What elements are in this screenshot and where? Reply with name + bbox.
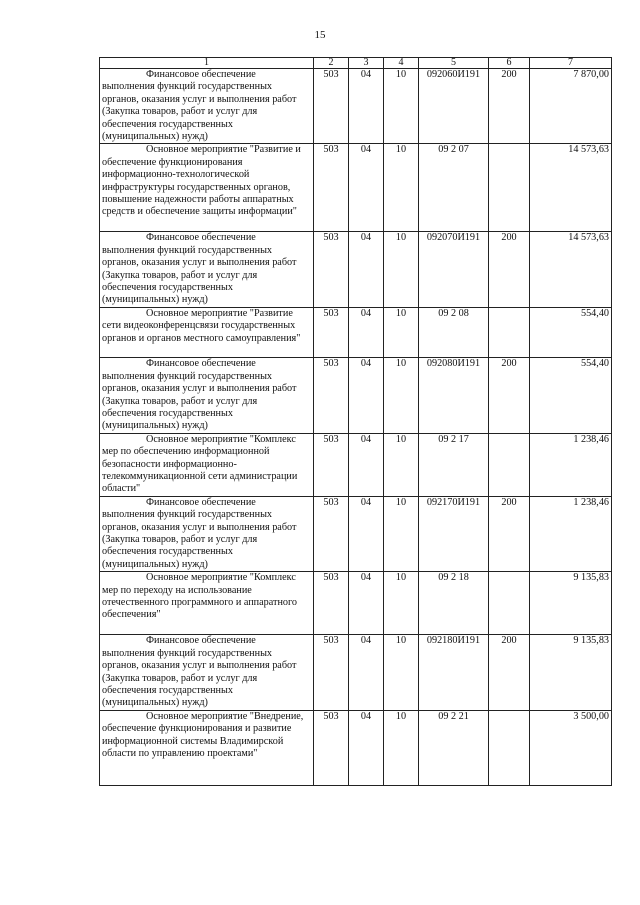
target-article-cell: 092070И191 — [419, 232, 489, 307]
row-name-line: мер по переходу на использование — [102, 584, 252, 596]
ministry-code-cell: 503 — [314, 433, 349, 496]
section-code-cell: 04 — [349, 572, 384, 635]
row-name-line: области" — [102, 483, 141, 495]
row-name-line: обеспечение функционирования и развитие — [102, 723, 292, 735]
row-name-line: органов, оказания услуг и выполнения работ — [102, 93, 297, 105]
row-name-cell — [100, 69, 314, 144]
ministry-code-cell: 503 — [314, 69, 349, 144]
amount-cell: 1 238,46 — [530, 433, 612, 496]
page-number: 15 — [314, 29, 326, 41]
row-name-line: Финансовое обеспечение — [146, 496, 256, 508]
row-name-line: (муниципальных) нужд) — [102, 697, 208, 709]
table-row — [100, 69, 612, 144]
row-name-line: мер по обеспечению информационной — [102, 446, 270, 458]
header-col-6: 6 — [489, 58, 530, 69]
section-code-cell: 04 — [349, 710, 384, 785]
header-col-2: 2 — [314, 58, 349, 69]
row-name-line: (муниципальных) нужд) — [102, 294, 208, 306]
row-name-cell — [100, 358, 314, 433]
header-col-5: 5 — [419, 58, 489, 69]
row-name-line: Основное мероприятие "Внедрение, — [146, 710, 304, 722]
section-code-cell: 04 — [349, 433, 384, 496]
table-row — [100, 572, 612, 635]
row-name-line: (муниципальных) нужд) — [102, 558, 208, 570]
subsection-code-cell: 10 — [384, 572, 419, 635]
amount-cell: 9 135,83 — [530, 635, 612, 710]
row-name-line: (муниципальных) нужд) — [102, 131, 208, 143]
row-name-line: Финансовое обеспечение — [146, 232, 256, 244]
row-name-cell — [100, 710, 314, 785]
amount-cell: 3 500,00 — [530, 710, 612, 785]
budget-table — [99, 57, 612, 786]
row-name-line: органов, оказания услуг и выполнения работ — [102, 383, 297, 395]
expense-type-cell — [489, 710, 530, 785]
row-name-line: обеспечения" — [102, 609, 161, 621]
row-name-line: (Закупка товаров, работ и услуг для — [102, 269, 258, 281]
row-name-cell — [100, 144, 314, 232]
table-row — [100, 358, 612, 433]
target-article-cell: 092060И191 — [419, 69, 489, 144]
target-article-cell: 09 2 21 — [419, 710, 489, 785]
row-name-cell — [100, 635, 314, 710]
ministry-code-cell: 503 — [314, 232, 349, 307]
section-code-cell: 04 — [349, 144, 384, 232]
row-name-cell — [100, 433, 314, 496]
row-name-line: отечественного программного и аппаратного — [102, 597, 298, 609]
row-name-cell — [100, 496, 314, 571]
table-row — [100, 144, 612, 232]
row-name-line: (Закупка товаров, работ и услуг для — [102, 106, 258, 118]
row-name-line: Основное мероприятие "Развитие и — [146, 144, 301, 156]
row-name-line: обеспечения государственных — [102, 281, 233, 293]
expense-type-cell — [489, 433, 530, 496]
row-name-line: безопасности информационно- — [102, 458, 237, 470]
amount-cell: 554,40 — [530, 358, 612, 433]
target-article-cell: 092080И191 — [419, 358, 489, 433]
table-row — [100, 433, 612, 496]
row-name-line: информационной системы Владимирской — [102, 735, 284, 747]
section-code-cell: 04 — [349, 358, 384, 433]
ministry-code-cell: 503 — [314, 496, 349, 571]
ministry-code-cell: 503 — [314, 144, 349, 232]
section-code-cell: 04 — [349, 232, 384, 307]
row-name-line: средств и обеспечение защиты информации" — [102, 206, 297, 218]
row-name-line: Основное мероприятие "Комплекс — [146, 433, 296, 445]
subsection-code-cell: 10 — [384, 307, 419, 358]
ministry-code-cell: 503 — [314, 572, 349, 635]
expense-type-cell: 200 — [489, 635, 530, 710]
row-name-line: обеспечения государственных — [102, 546, 233, 558]
row-name-cell — [100, 232, 314, 307]
row-name-line: (Закупка товаров, работ и услуг для — [102, 395, 258, 407]
target-article-cell: 092170И191 — [419, 496, 489, 571]
row-name-line: (Закупка товаров, работ и услуг для — [102, 672, 258, 684]
row-name-line: Основное мероприятие "Комплекс — [146, 572, 296, 584]
row-name-line: выполнения функций государственных — [102, 509, 273, 521]
subsection-code-cell: 10 — [384, 635, 419, 710]
ministry-code-cell: 503 — [314, 307, 349, 358]
expense-type-cell: 200 — [489, 232, 530, 307]
expense-type-cell — [489, 144, 530, 232]
expense-type-cell: 200 — [489, 69, 530, 144]
subsection-code-cell: 10 — [384, 232, 419, 307]
row-name-line: органов, оказания услуг и выполнения работ — [102, 257, 297, 269]
row-name-line: обеспечения государственных — [102, 118, 233, 130]
ministry-code-cell: 503 — [314, 635, 349, 710]
row-name-line: инфраструктуры государственных органов, — [102, 181, 291, 193]
table-row — [100, 635, 612, 710]
row-name-line: информационно-технологической — [102, 169, 250, 181]
row-name-line: выполнения функций государственных — [102, 647, 273, 659]
expense-type-cell — [489, 307, 530, 358]
row-name-cell — [100, 572, 314, 635]
amount-cell: 7 870,00 — [530, 69, 612, 144]
target-article-cell: 09 2 07 — [419, 144, 489, 232]
row-name-line — [102, 345, 311, 357]
section-code-cell: 04 — [349, 69, 384, 144]
target-article-cell: 09 2 08 — [419, 307, 489, 358]
subsection-code-cell: 10 — [384, 433, 419, 496]
subsection-code-cell: 10 — [384, 69, 419, 144]
amount-cell: 9 135,83 — [530, 572, 612, 635]
ministry-code-cell: 503 — [314, 358, 349, 433]
row-name-line: органов, оказания услуг и выполнения работ — [102, 660, 297, 672]
amount-cell: 14 573,63 — [530, 232, 612, 307]
subsection-code-cell: 10 — [384, 144, 419, 232]
row-name-line: телекоммуникационной сети администрации — [102, 471, 298, 482]
row-name-line: выполнения функций государственных — [102, 370, 273, 382]
table-row — [100, 710, 612, 785]
subsection-code-cell: 10 — [384, 496, 419, 571]
header-col-7: 7 — [530, 58, 612, 69]
row-name-cell — [100, 307, 314, 358]
row-name-line — [102, 219, 311, 231]
table-row — [100, 307, 612, 358]
row-name-line — [102, 760, 311, 772]
row-name-line: органов и органов местного самоуправления" — [102, 332, 301, 344]
header-col-3: 3 — [349, 58, 384, 69]
header-col-4: 4 — [384, 58, 419, 69]
row-name-line: обеспечения государственных — [102, 407, 233, 419]
row-name-line: обеспечение функционирования — [102, 156, 243, 168]
row-name-line — [102, 622, 311, 634]
expense-type-cell: 200 — [489, 358, 530, 433]
amount-cell: 1 238,46 — [530, 496, 612, 571]
amount-cell: 14 573,63 — [530, 144, 612, 232]
row-name-line: Финансовое обеспечение — [146, 358, 256, 370]
expense-type-cell — [489, 572, 530, 635]
row-name-line: сети видеоконференцсвязи государственных — [102, 320, 296, 332]
section-code-cell: 04 — [349, 307, 384, 358]
row-name-line — [102, 773, 311, 785]
row-name-line: Финансовое обеспечение — [146, 635, 256, 647]
subsection-code-cell: 10 — [384, 710, 419, 785]
section-code-cell: 04 — [349, 496, 384, 571]
row-name-line: Финансовое обеспечение — [146, 69, 256, 80]
section-code-cell: 04 — [349, 635, 384, 710]
row-name-line: обеспечения государственных — [102, 684, 233, 696]
row-name-line: (муниципальных) нужд) — [102, 420, 208, 432]
row-name-line: области по управлению проектами" — [102, 747, 258, 759]
table-row — [100, 496, 612, 571]
header-col-1: 1 — [100, 58, 314, 69]
row-name-line: выполнения функций государственных — [102, 244, 273, 256]
expense-type-cell: 200 — [489, 496, 530, 571]
amount-cell: 554,40 — [530, 307, 612, 358]
table-row — [100, 232, 612, 307]
subsection-code-cell: 10 — [384, 358, 419, 433]
row-name-line: органов, оказания услуг и выполнения работ — [102, 521, 297, 533]
target-article-cell: 09 2 17 — [419, 433, 489, 496]
row-name-line: выполнения функций государственных — [102, 81, 273, 93]
row-name-line: повышение надежности работы аппаратных — [102, 194, 294, 206]
ministry-code-cell: 503 — [314, 710, 349, 785]
target-article-cell: 09 2 18 — [419, 572, 489, 635]
row-name-line: (Закупка товаров, работ и услуг для — [102, 534, 258, 546]
header-row — [100, 58, 612, 69]
row-name-line: Основное мероприятие "Развитие — [146, 307, 293, 319]
target-article-cell: 092180И191 — [419, 635, 489, 710]
